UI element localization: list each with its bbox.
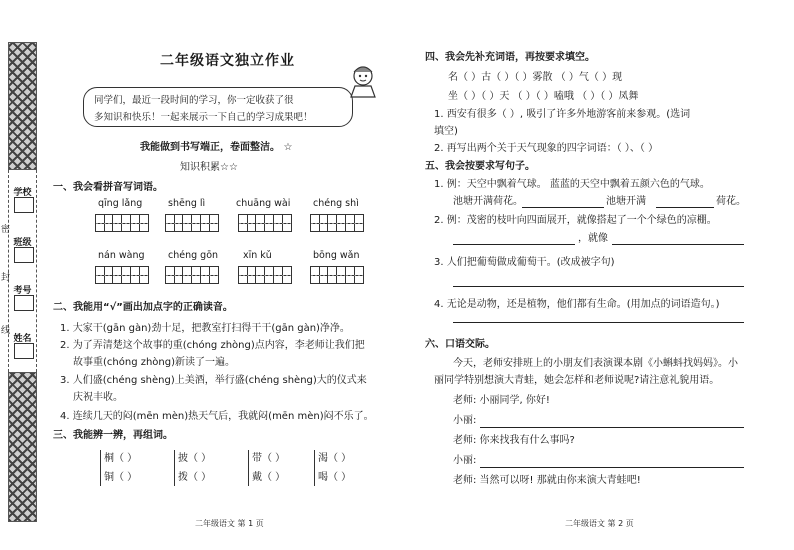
word-pair-2a: 披（ ） [178, 453, 212, 464]
s2-question-2a: 2. 为了弄清楚这个故事的重(chóng zhòng)点内容，李老师让我们把 [60, 340, 365, 351]
s4-question-1b: 填空) [434, 126, 458, 137]
school-field[interactable] [14, 197, 34, 213]
word-pair-3b: 戴（ ） [252, 472, 286, 483]
seal-char-mi: 密 [1, 225, 11, 235]
s5-q4-answer-line[interactable] [453, 322, 744, 323]
writing-grid-4[interactable] [310, 214, 364, 232]
page-footer-2: 二年级语文 第 2 页 [565, 519, 634, 528]
s5-q1-sentence: 池塘开满荷花。 [453, 196, 523, 207]
name-field[interactable] [14, 343, 34, 359]
s5-question-3: 3. 人们把葡萄做成葡萄干。(改成被字句) [434, 257, 615, 268]
dialogue-teacher-1: 老师: 小丽同学, 你好! [453, 395, 550, 406]
pinyin-1: qīng lǎng [98, 198, 143, 209]
s2-question-1: 1. 大家干(gān gàn)劲十足，把教室打扫得干干(gān gàn)净净。 [60, 323, 350, 334]
class-field[interactable] [14, 247, 34, 263]
pinyin-6: chéng gōn [168, 250, 219, 261]
s4-idiom-row-2: 坐（ ）（ ）天 （ ）（ ）嗑哦 （ ）（ ）凤舞 [448, 91, 639, 102]
writing-grid-7[interactable] [238, 266, 292, 284]
section-accumulation: 知识积累☆☆ [180, 162, 238, 173]
s2-question-3b: 庆祝丰收。 [73, 392, 123, 403]
dialogue-answer-line-1[interactable] [480, 427, 744, 428]
writing-grid-5[interactable] [95, 266, 149, 284]
label-school: 学校 [13, 188, 32, 198]
exam-number-field[interactable] [14, 295, 34, 311]
bracket-2 [174, 450, 176, 486]
s2-question-3a: 3. 人们盛(chéng shèng)上美酒，举行盛(chéng shèng)大的仪式来 [60, 375, 367, 386]
s5-question-4: 4. 无论是动物，还是植物，他们都有生命。(用加点的词语造句。) [434, 299, 720, 310]
pinyin-4: chéng shì [313, 198, 359, 209]
section-1-title: 一、我会看拼音写词语。 [53, 182, 163, 193]
bracket-1 [100, 450, 102, 486]
s4-idiom-row-1: 名（ ）古（ ）（ ）雾散 （ ）气（ ）现 [448, 72, 623, 83]
page-footer-1: 二年级语文 第 1 页 [195, 519, 264, 528]
word-pair-3a: 带（ ） [252, 453, 286, 464]
s5-question-2: 2. 例：茂密的枝叶向四面展开，就像搭起了一个个绿色的凉棚。 [434, 215, 717, 226]
neatness-line: 我能做到书写端正，卷面整洁。 ☆ [140, 142, 293, 153]
writing-grid-3[interactable] [238, 214, 292, 232]
word-pair-4a: 渴（ ） [318, 453, 352, 464]
pinyin-2: shēng lì [168, 198, 206, 209]
s5-q1-fill-a: 池塘开满 [606, 196, 646, 207]
writing-grid-6[interactable] [165, 266, 219, 284]
s2-question-2b: 故事重(chóng zhòng)新读了一遍。 [73, 357, 236, 368]
intro-line-1: 同学们，最近一段时间的学习，你一定收获了很 [94, 95, 294, 106]
s6-paragraph-line-2: 丽同学特别想演大青蛙，她会怎样和老师说呢?请注意礼貌用语。 [434, 375, 720, 386]
seal-char-xian: 线 [1, 326, 11, 336]
bracket-4 [314, 450, 316, 486]
section-6-title: 六、口语交际。 [425, 339, 495, 350]
word-pair-1a: 桐（ ） [104, 453, 138, 464]
pinyin-7: xīn kǔ [243, 250, 272, 261]
dialogue-xiaoli-2: 小丽: [453, 455, 477, 466]
s5-question-1: 1. 例：天空中飘着气球。 蓝蓝的天空中飘着五颜六色的气球。 [434, 179, 710, 190]
s5-q2-blank-1[interactable] [453, 244, 575, 245]
s5-q1-blank-1[interactable] [522, 207, 604, 208]
s5-q2-like: ，就像 [578, 233, 608, 244]
label-class: 班级 [13, 238, 32, 248]
decorative-pattern-bottom [8, 372, 37, 522]
word-pair-4b: 喝（ ） [318, 472, 352, 483]
bracket-3 [248, 450, 250, 486]
label-name: 姓名 [13, 334, 32, 344]
s5-q1-fill-b: 荷花。 [716, 196, 746, 207]
section-4-title: 四、我会先补充词语，再按要求填空。 [425, 52, 595, 63]
dialogue-xiaoli-1: 小丽: [453, 415, 477, 426]
decorative-pattern-top [8, 42, 37, 170]
s5-q3-answer-line[interactable] [453, 286, 744, 287]
section-3-title: 三、我能辨一辨，再组词。 [53, 430, 173, 441]
writing-grid-8[interactable] [310, 266, 364, 284]
pinyin-5: nán wàng [98, 250, 145, 261]
s5-q2-blank-2[interactable] [612, 244, 744, 245]
section-5-title: 五、我会按要求写句子。 [425, 161, 535, 172]
s6-paragraph-line-1: 今天，老师安排班上的小朋友们表演课本剧《小蝌蚪找妈妈》。小 [453, 358, 738, 369]
word-pair-1b: 铜（ ） [104, 472, 138, 483]
intro-line-2: 多知识和快乐！一起来展示一下自己的学习成果吧！ [94, 112, 313, 123]
s2-question-4: 4. 连续几天的闷(mēn mèn)热天气后，我就闷(mēn mèn)闷不乐了。 [60, 411, 374, 422]
s4-question-1a: 1. 西安有很多（ ）, 吸引了许多外地游客前来参观。(选词 [434, 109, 691, 120]
writing-grid-1[interactable] [95, 214, 149, 232]
s4-question-2: 2. 再写出两个关于天气现象的四字词语：（ ）、（ ） [434, 143, 659, 154]
dialogue-teacher-3: 老师: 当然可以呀! 那就由你来演大青蛙吧! [453, 475, 641, 486]
pinyin-3: chuāng wài [236, 198, 291, 209]
s5-q1-blank-2[interactable] [656, 207, 714, 208]
writing-grid-2[interactable] [165, 214, 219, 232]
dialogue-teacher-2: 老师: 你来找我有什么事吗? [453, 435, 575, 446]
seal-char-feng: 封 [1, 273, 11, 283]
intro-speech-bubble [83, 87, 353, 127]
pinyin-8: bōng wǎn [313, 250, 360, 261]
dialogue-answer-line-2[interactable] [480, 467, 744, 468]
word-pair-2b: 拨（ ） [178, 472, 212, 483]
section-2-title: 二、我能用“√”画出加点字的正确读音。 [53, 302, 233, 313]
label-exam-number: 考号 [13, 286, 32, 296]
page-title: 二年级语文独立作业 [160, 53, 295, 69]
